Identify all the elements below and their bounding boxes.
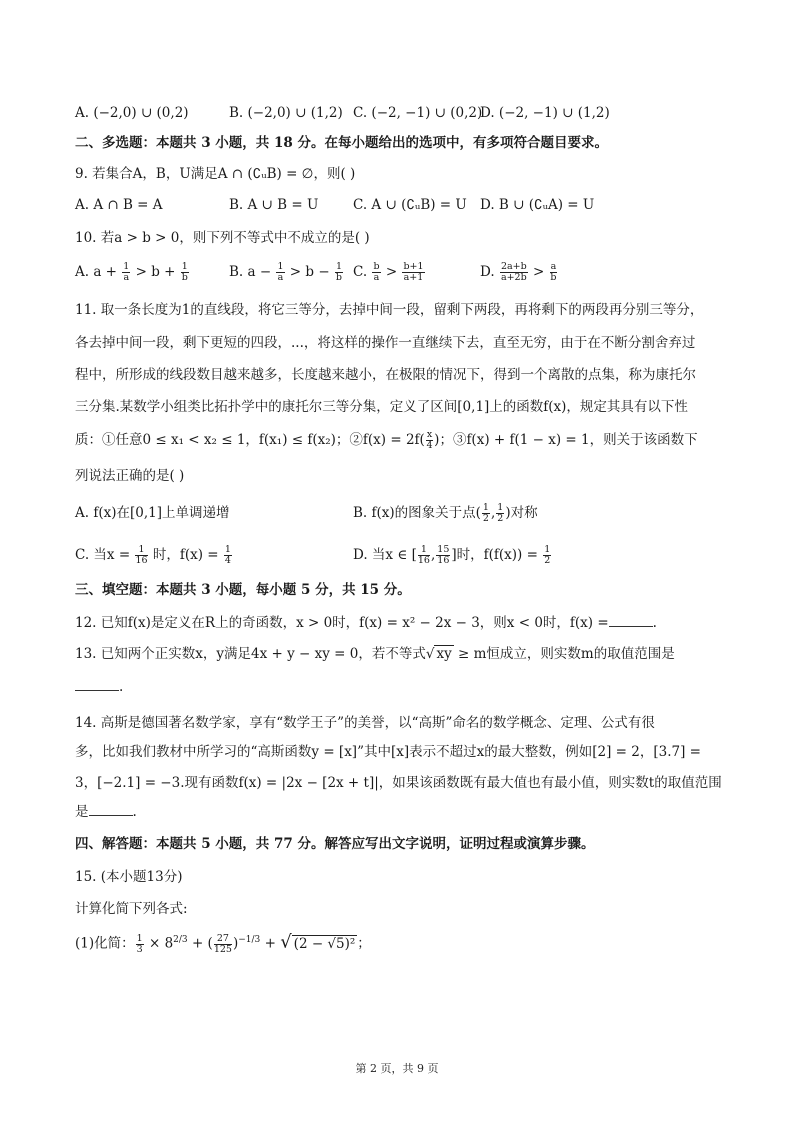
frac-numerator: b+1	[403, 261, 424, 272]
fraction-1-over-3	[136, 934, 144, 955]
frac-denominator: 4	[224, 555, 231, 566]
frac-denominator: a+1	[403, 272, 424, 283]
fraction-a-over-b	[550, 262, 558, 283]
q14-end: .	[132, 804, 137, 820]
q15-intro: 计算化简下列各式:	[75, 901, 188, 917]
q8-option-c: C. (−2, −1) ∪ (0,2)	[353, 105, 483, 121]
q11-line-6: 列说法正确的是( )	[75, 468, 185, 484]
exponent-2-3: 2/3	[173, 935, 188, 945]
q15-title: 15. (本小题13分)	[75, 869, 183, 885]
q14-line-1: 14. 高斯是德国著名数学家，享有“数学王子”的美誉，以“高斯”命名的数学概念、定理、公式有很	[75, 715, 655, 731]
q9-stem: 9. 若集合A，B，U满足A ∩ (∁ᵤB) = ∅，则( )	[75, 166, 356, 182]
q10-c-mid: >	[385, 264, 398, 280]
q11-line-3: 程中，所形成的线段数目越来越多，长度越来越小，在极限的情况下，得到一个离散的点集，称为康托尔	[75, 367, 696, 383]
q11-line-2: 各去掉中间一段，剩下更短的四段，...，将这样的操作一直继续下去，直至无穷，由于在不断分割舍弃过	[75, 335, 696, 351]
q10-option-a	[75, 262, 190, 283]
frac-numerator: 1	[224, 544, 231, 555]
q11-d-mid: ]时，f(f(x)) =	[451, 547, 538, 563]
frac-denominator: b	[550, 272, 557, 283]
q14-line-2: 多，比如我们教材中所学习的“高斯函数y = [x]”其中[x]表示不超过x的最大整数，例如[2] = 2，[3.7] =	[75, 744, 701, 760]
fraction-b-over-a	[372, 262, 380, 283]
sqrt-sign: √	[425, 646, 435, 662]
q9-option-b: B. A ∪ B = U	[229, 197, 319, 213]
fraction-one-half	[543, 545, 551, 566]
q11-b-prefix: B. f(x)的图象关于点(	[353, 505, 481, 521]
fraction-1-over-4	[224, 545, 232, 566]
frac-denominator: a	[123, 272, 130, 283]
frac-numerator: a	[550, 261, 557, 272]
q11-d-prefix: D. 当x ∈ [	[353, 547, 417, 563]
q15-p1-plus-2: +	[264, 935, 281, 952]
q13-end: .	[119, 679, 124, 695]
q10-option-b	[229, 262, 344, 283]
q14-line-4-pre: 是	[75, 804, 89, 820]
q13-answer-line	[75, 677, 725, 697]
section-4-header: 四、解答题：本题共 5 小题，共 77 分。解答应写出文字说明，证明过程或演算步骤。	[75, 836, 595, 852]
frac-numerator: 1	[135, 545, 147, 556]
q12-end: .	[652, 615, 657, 631]
frac-numerator: 1	[544, 544, 551, 555]
frac-numerator: 1	[277, 261, 284, 272]
q11-line-5-a: 质：①任意0 ≤ x₁ < x₂ ≤ 1，f(x₁) ≤ f(x₂)；②f(x) = 2f(	[75, 432, 425, 448]
q11-option-d: D. 当x ∈ [ $\frac{1}{16}$ , $\frac{15}{16}$ ]时，f(f(x)) = $\frac{1}{2}$	[353, 544, 551, 566]
fraction-2ab-over-a2b	[500, 262, 528, 283]
q10-b-prefix: B. a −	[229, 264, 272, 280]
q14-answer-blank	[89, 802, 133, 816]
q15-p1-close: )	[232, 935, 239, 952]
q12	[75, 613, 725, 633]
frac-denominator: 3	[136, 943, 143, 955]
q10-options	[75, 262, 725, 288]
frac-numerator: x	[426, 429, 433, 440]
frac-numerator: 1	[181, 261, 188, 272]
q13-sqrt-body: xy	[436, 646, 452, 662]
q11-b-suffix: )对称	[505, 505, 538, 521]
q10-b-mid: > b −	[289, 264, 330, 280]
frac-denominator: a	[277, 272, 284, 283]
q9-option-d: D. B ∪ (∁ᵤA) = U	[480, 197, 595, 213]
q15-p1-end: ；	[357, 935, 371, 952]
q11-line-5-b: )；③f(x) + f(1 − x) = 1，则关于该函数下	[434, 432, 698, 448]
q12-text: 12. 已知f(x)是定义在R上的奇函数，x > 0时，f(x) = x² − 2x − 3，则x < 0时，f(x) =	[75, 615, 609, 631]
q15-p1-prefix: (1)化简：	[75, 935, 135, 952]
q10-stem: 10. 若a > b > 0，则下列不等式中不成立的是( )	[75, 230, 370, 246]
fraction-1-over-b	[181, 262, 189, 283]
fraction-x-over-4	[426, 430, 433, 451]
frac-numerator: 27	[214, 934, 232, 945]
page-footer: 第 2 页，共 9 页	[355, 1062, 439, 1075]
big-sqrt-sign: √	[280, 931, 292, 953]
frac-numerator: 1	[482, 502, 489, 513]
q11-option-b: B. f(x)的图象关于点( $\frac{1}{2}$ , $\frac{1}{2}$ )对称	[353, 502, 538, 524]
q10-c-prefix: C.	[353, 264, 368, 280]
frac-denominator: 2	[497, 513, 504, 524]
q10-option-c	[353, 262, 426, 283]
q11-line-4: 三分集.某数学小组类比拓扑学中的康托尔三等分集，定义了区间[0,1]上的函数f(x)，规定其具有以下性	[75, 399, 688, 415]
q10-a-mid: > b +	[135, 264, 176, 280]
q15-part-1	[75, 930, 725, 960]
q8-option-d: D. (−2, −1) ∪ (1,2)	[480, 105, 610, 121]
q9-option-a: A. A ∩ B = A	[75, 197, 163, 213]
q15-p1-mul: × 8	[148, 935, 174, 952]
fraction-b1-over-a1	[402, 262, 424, 283]
q13-pre: 13. 已知两个正实数x，y满足4x + y − xy = 0，若不等式	[75, 646, 426, 662]
q11-c-mid: 时，f(x) =	[152, 547, 219, 563]
frac-denominator: 4	[426, 440, 433, 451]
frac-numerator: 1	[497, 502, 504, 513]
section-2-header: 二、多选题：本题共 3 小题，共 18 分。在每小题给出的选项中，有多项符合题目要求。	[75, 135, 608, 151]
q10-option-d	[480, 262, 558, 283]
q15-sqrt-body: (2 − √5)²	[293, 935, 356, 952]
q8-option-a: A. (−2,0) ∪ (0,2)	[75, 105, 189, 121]
fraction-one-half	[482, 503, 490, 524]
frac-numerator: 1	[418, 545, 430, 556]
frac-numerator: 15	[437, 544, 450, 555]
q11-line-1: 11. 取一条长度为1的直线段，将它三等分，去掉中间一段，留剩下两段，再将剩下的两段再分别三等分，	[75, 302, 704, 318]
q11-c-prefix: C. 当x =	[75, 547, 131, 563]
frac-denominator: b	[335, 272, 343, 283]
q11-option-c	[75, 545, 233, 566]
q12-answer-blank	[609, 613, 653, 627]
frac-denominator: a	[373, 272, 380, 283]
fraction-1-over-b	[335, 262, 343, 283]
frac-denominator: a+2b	[500, 272, 527, 283]
frac-numerator: 1	[123, 261, 130, 272]
q15-p1-plus: + (	[191, 935, 213, 952]
frac-denominator: 125	[213, 943, 232, 955]
frac-numerator: 1	[136, 932, 143, 944]
q14-line-4	[75, 802, 725, 822]
fraction-27-over-125	[214, 934, 232, 955]
frac-denominator: 16	[417, 555, 430, 566]
q11-option-a: A. f(x)在[0,1]上单调递增	[75, 505, 230, 521]
q14-line-3: 3，[−2.1] = −3.现有函数f(x) = |2x − [2x + t]|，如果该函数既有最大值也有最小值，则实数t的取值范围	[75, 775, 722, 791]
frac-numerator: 1	[335, 261, 342, 272]
q9-option-c: C. A ∪ (∁ᵤB) = U	[353, 197, 467, 213]
q13-post: ≥ m恒成立，则实数m的取值范围是	[458, 646, 675, 662]
q8-option-b: B. (−2,0) ∪ (1,2)	[229, 105, 343, 121]
frac-denominator: 16	[135, 555, 148, 566]
frac-denominator: 16	[437, 555, 450, 566]
q11-line-5	[75, 430, 725, 456]
fraction-one-half	[496, 503, 504, 524]
fraction-1-over-16	[135, 545, 147, 566]
q11-options-ab	[75, 503, 725, 529]
frac-numerator: 2a+b	[500, 261, 527, 272]
q11-options-cd	[75, 545, 725, 571]
frac-denominator: 2	[544, 555, 551, 566]
frac-denominator: 2	[482, 513, 489, 524]
q10-a-prefix: A. a +	[75, 264, 117, 280]
q13-answer-blank	[75, 677, 119, 691]
q10-d-mid: >	[532, 264, 545, 280]
fraction-15-over-16	[436, 545, 450, 566]
q10-d-prefix: D.	[480, 264, 495, 280]
fraction-1-over-a	[122, 262, 130, 283]
fraction-1-over-16	[418, 545, 430, 566]
frac-denominator: b	[181, 272, 188, 283]
q13	[75, 644, 725, 664]
frac-numerator: b	[373, 261, 380, 272]
exponent-neg-1-3: −1/3	[238, 935, 261, 945]
section-3-header: 三、填空题：本题共 3 小题，每小题 5 分，共 15 分。	[75, 582, 411, 598]
fraction-1-over-a	[276, 262, 284, 283]
